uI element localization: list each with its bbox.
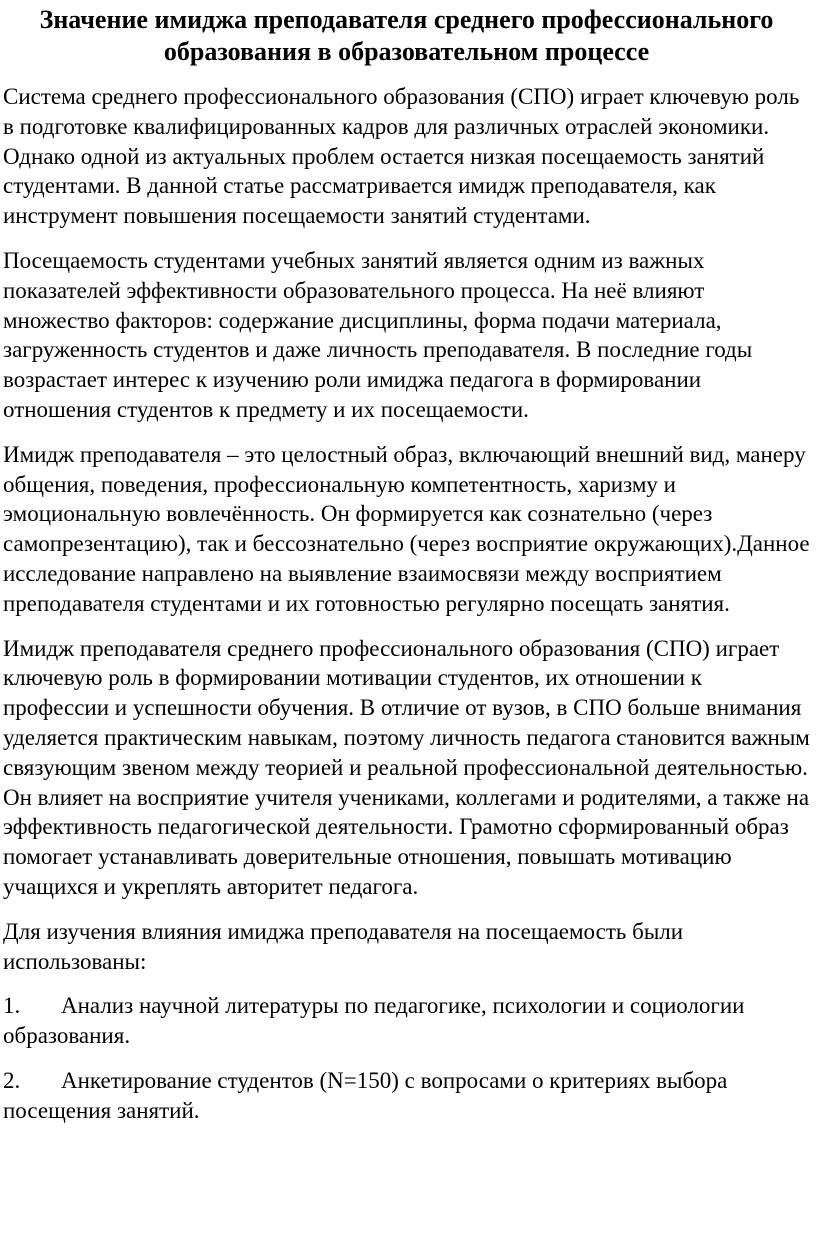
paragraph-image-role: Имидж преподавателя среднего профессионального образования (СПО) играет ключевую роль в формировании мотивации студентов, их отношении к профессии и успешности обучения. В отличие от вузов, в СПО больше внимания уделяется практическим навыкам, поэтому личность педагога становится важным связующим звеном между теорией и реальной профессиональной деятельностью. Он влияет на восприятие учителя учениками, коллегами и родителями, а также на эффективность педагогической деятельности. Грамотно сформированный образ помогает устанавливать доверительные отношения, повышать мотивацию учащихся и укреплять авторитет педагога. (3, 635, 810, 899)
paragraph-intro: Система среднего профессионального образования (СПО) играет ключевую роль в подготовке квалифицированных кадров для различных отраслей экономики. Однако одной из актуальных проблем остается низкая посещаемость занятий студентами. В данной статье рассматривается имидж преподавателя, как инструмент повышения посещаемости занятий студентами. (3, 84, 800, 229)
list-item-number: 1. (3, 993, 21, 1019)
list-item (3, 991, 810, 1051)
paragraph-methods-intro: Для изучения влияния имиджа преподавателя на посещаемость были использованы: (3, 918, 684, 974)
document-title: Значение имиджа преподавателя среднего профессионального образования в образовательном процессе (39, 5, 774, 66)
paragraph-image-definition: Имидж преподавателя – это целостный образ, включающий внешний вид, манеру общения, поведения, профессиональную компетентность, харизму и эмоциональную вовлечённость. Он формируется как сознательно (через самопрезентацию), так и бессознательно (через восприятие окружающих).Данное исследование направлено на выявление взаимосвязи между восприятием преподавателя студентами и их готовностью регулярно посещать занятия. (3, 441, 810, 616)
list-item (3, 1066, 810, 1126)
list-item-text: Анализ научной литературы по педагогике, психологии и социологии образования. (3, 993, 745, 1049)
list-item-text: Анкетирование студентов (N=150) с вопросами о критериях выбора посещения занятий. (3, 1067, 728, 1123)
paragraph-attendance: Посещаемость студентами учебных занятий является одним из важных показателей эффективности образовательного процесса. На неё влияют множество факторов: содержание дисциплины, форма подачи материала, загруженность студентов и даже личность преподавателя. В последние годы возрастает интерес к изучению роли имиджа педагога в формировании отношения студентов к предмету и их посещаемости. (3, 247, 753, 422)
list-item-number: 2. (3, 1067, 21, 1093)
